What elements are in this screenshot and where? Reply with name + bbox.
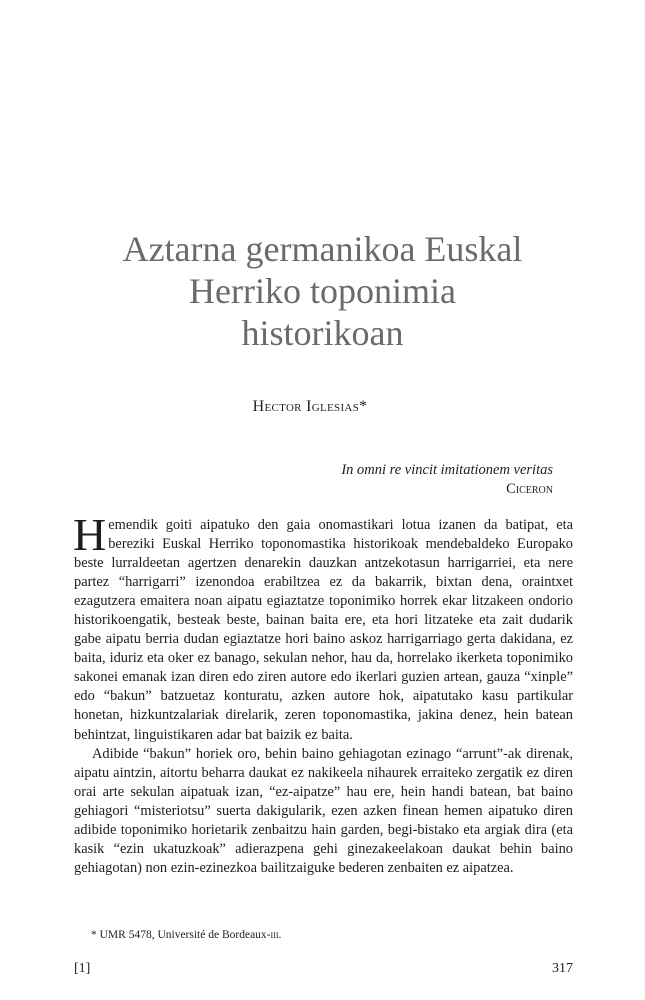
title-line-2: Herriko toponimia <box>189 271 456 311</box>
article-body <box>73 509 573 878</box>
footnote-end: . <box>278 929 282 941</box>
epigraph-quote: In omni re vincit imitationem veritas <box>341 462 553 478</box>
page-number: 317 <box>552 961 573 976</box>
title-line-3: historikoan <box>241 313 404 353</box>
article-title <box>0 228 645 354</box>
epigraph <box>341 461 553 499</box>
footnote <box>91 929 281 941</box>
page-marker-left: [1] <box>74 961 91 976</box>
body-paragraph-2: Adibide “bakun” horiek oro, behin baino gehiagotan ezinago “arrunt”-ak direnak, aipatu aintzin, aitortu beharra daukat ez nakikeela nihaurek erraiteko zergatik ez diren orai arte sekulan aipatuak izan, “ez-aipatze” hau ere, hein handi batean, bat baino gehiagori “misteriotsu” suerta dakigularik, ezen azken finean hemen aipatuko diren adibide toponimiko horietarik zenbaitzu hain garden, begi-bistako eta argiak dira (eta kasik “ezin ukatuzkoak” adierazpena gehi ginezakeelakoan daukat behin baino gehiagotan) non ezin-ezinezkoa bailitzaiguke bederen zenbaiten ez aipatzea. <box>74 745 573 876</box>
drop-cap: H <box>73 509 107 560</box>
epigraph-source: Ciceron <box>506 481 553 497</box>
footnote-text: * UMR 5478, Université de Bordeaux- <box>91 929 271 941</box>
author-name: Hector Iglesias* <box>252 398 368 415</box>
paragraph-1-text: emendik goiti aipatuko den gaia onomastikari lotua izanen da batipat, eta bereziki Euskal Herriko toponomastika historikoak mendebaldeko Europako beste lurraldeetan agertzen denarekin dauzkan antzekotasun harrigarriei, eta nere partez “harrigarri” izenondoa erabiltzea ez da bakarrik, bixtan dena, oraintxet ezagutzera emaitera noan aipatu egiaztatze toponimiko horrek ekar litzakeen ondorio historikoengatik, besteak beste, bainan baita ere, eta hori litzateke eta zait dudarik gabe aipatu berria dudan egiaztatze hori baino askoz harrigarriago gerta dakidana, ez baita, iduriz eta oker ez banago, sekulan nehor, hau da, horrelako ikerketa toponimiko sakonei emanak izan diren edo ziren autore edo ikerlari guzien artean, gauza “xinple” edo “bakun” batzuetaz konturatu, azken autore hok, aipatutako kasu partikular honetan, hizkuntzalariak direlarik, zeren toponomastika, jakina denez, hein batean behintzat, linguistikaren adar bat baizik ez baita. <box>74 517 573 743</box>
footnote-roman: iii <box>270 929 279 941</box>
title-line-1: Aztarna germanikoa Euskal <box>122 229 523 269</box>
body-paragraph-1 <box>73 509 573 745</box>
